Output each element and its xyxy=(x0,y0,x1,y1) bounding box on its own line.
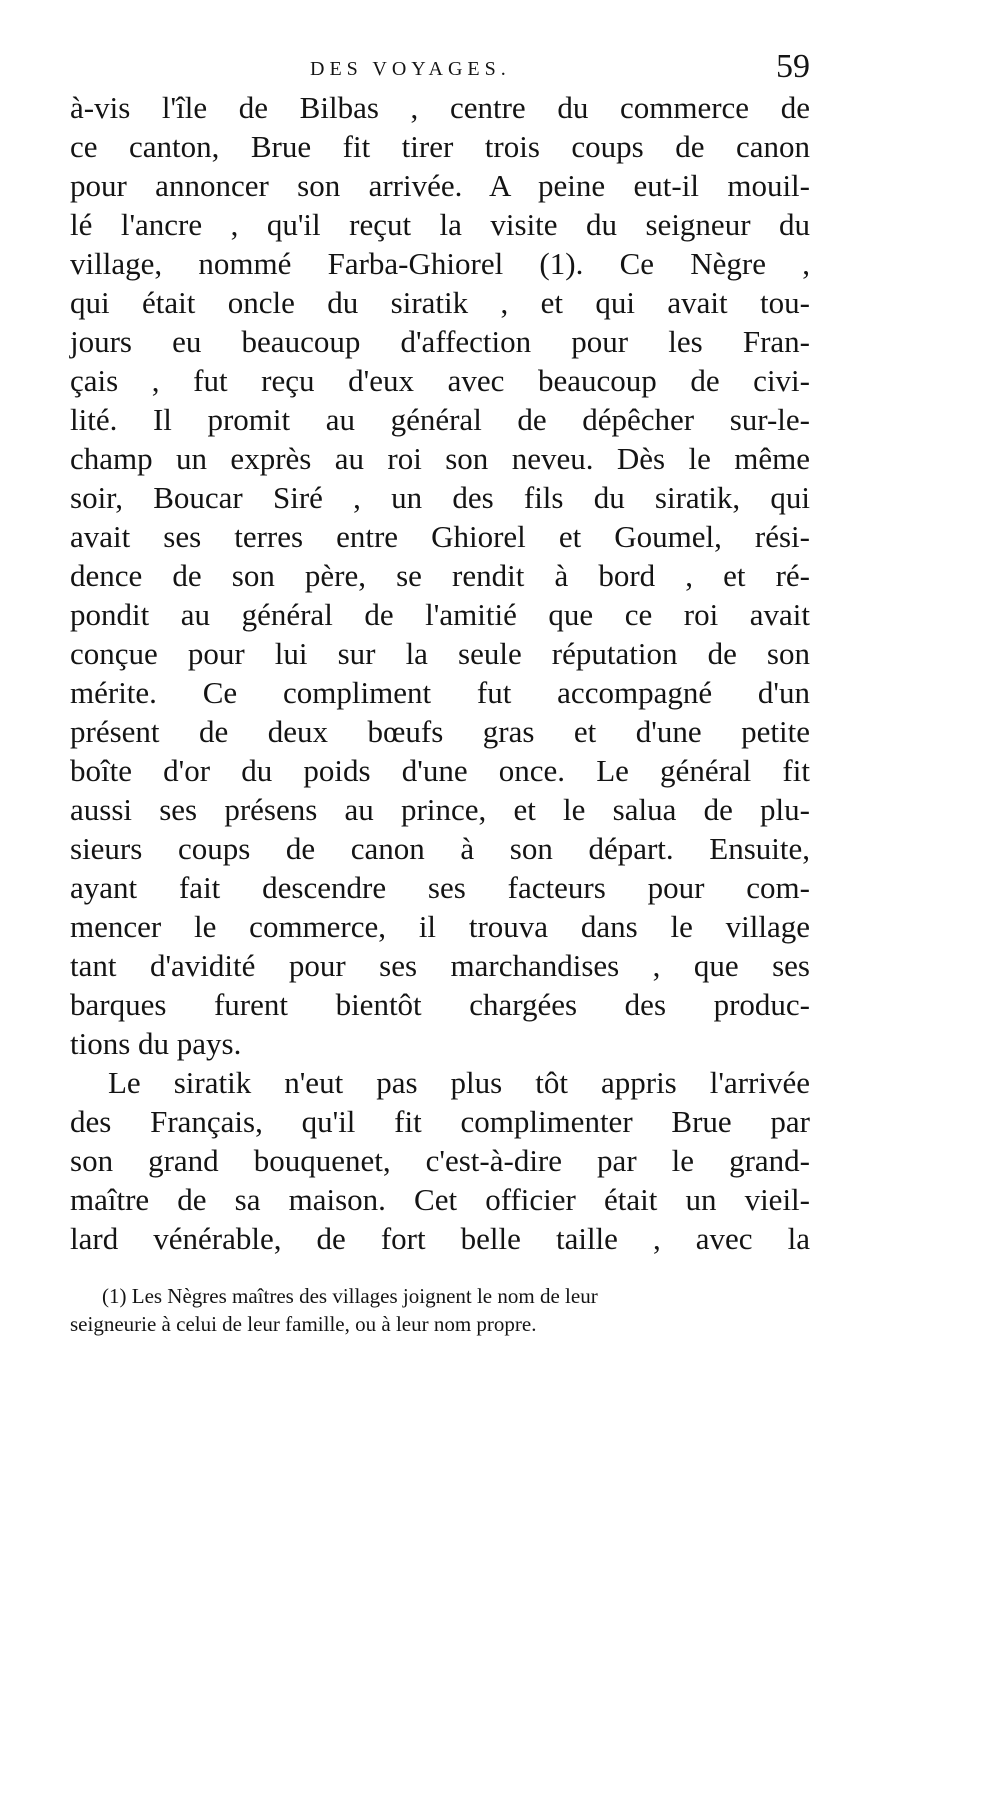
text-line: jours eu beaucoup d'affection pour les Fran- xyxy=(70,324,810,359)
text-line: ayant fait descendre ses facteurs pour com- xyxy=(70,870,810,905)
running-title: DES VOYAGES. xyxy=(310,58,511,80)
text-line: aussi ses présens au prince, et le salua de plu- xyxy=(70,792,810,827)
text-line: des Français, qu'il fit complimenter Brue par xyxy=(70,1104,810,1139)
footnote xyxy=(70,1282,810,1338)
text-line: pondit au général de l'amitié que ce roi avait xyxy=(70,597,810,632)
text-line: soir, Boucar Siré , un des fils du siratik, qui xyxy=(70,480,810,515)
text-line: qui était oncle du siratik , et qui avait tou- xyxy=(70,285,810,320)
text-line: présent de deux bœufs gras et d'une petite xyxy=(70,714,810,749)
text-line: tant d'avidité pour ses marchandises , que ses xyxy=(70,948,810,983)
text-line: à-vis l'île de Bilbas , centre du commerce de xyxy=(70,90,810,125)
paragraph-1 xyxy=(70,88,810,1063)
text-line: tions du pays. xyxy=(70,1026,242,1061)
text-line: ce canton, Brue fit tirer trois coups de canon xyxy=(70,129,810,164)
body-text xyxy=(70,88,810,1258)
text-line: lité. Il promit au général de dépêcher sur-le- xyxy=(70,402,810,437)
text-line: barques furent bientôt chargées des produc- xyxy=(70,987,810,1022)
text-line: dence de son père, se rendit à bord , et ré- xyxy=(70,558,810,593)
page-number: 59 xyxy=(776,48,810,85)
footnote-line: (1) Les Nègres maîtres des villages joignent le nom de leur xyxy=(102,1284,598,1308)
text-line: çais , fut reçu d'eux avec beaucoup de civi- xyxy=(70,363,810,398)
paragraph-2 xyxy=(70,1063,810,1258)
text-line: sieurs coups de canon à son départ. Ensuite, xyxy=(70,831,810,866)
text-line: Le siratik n'eut pas plus tôt appris l'arrivée xyxy=(108,1065,810,1100)
text-line: village, nommé Farba-Ghiorel (1). Ce Nègre , xyxy=(70,246,810,281)
text-line: lard vénérable, de fort belle taille , avec la xyxy=(70,1221,810,1256)
text-line: lé l'ancre , qu'il reçut la visite du seigneur du xyxy=(70,207,810,242)
text-line: boîte d'or du poids d'une once. Le général fit xyxy=(70,753,810,788)
text-line: champ un exprès au roi son neveu. Dès le même xyxy=(70,441,810,476)
text-line: mencer le commerce, il trouva dans le village xyxy=(70,909,810,944)
footnote-line: seigneurie à celui de leur famille, ou à leur nom propre. xyxy=(70,1312,537,1336)
text-line: conçue pour lui sur la seule réputation de son xyxy=(70,636,810,671)
text-line: son grand bouquenet, c'est-à-dire par le grand- xyxy=(70,1143,810,1178)
text-line: pour annoncer son arrivée. A peine eut-il mouil- xyxy=(70,168,810,203)
text-line: avait ses terres entre Ghiorel et Goumel, rési- xyxy=(70,519,810,554)
text-line: maître de sa maison. Cet officier était un vieil- xyxy=(70,1182,810,1217)
text-line: mérite. Ce compliment fut accompagné d'un xyxy=(70,675,810,710)
